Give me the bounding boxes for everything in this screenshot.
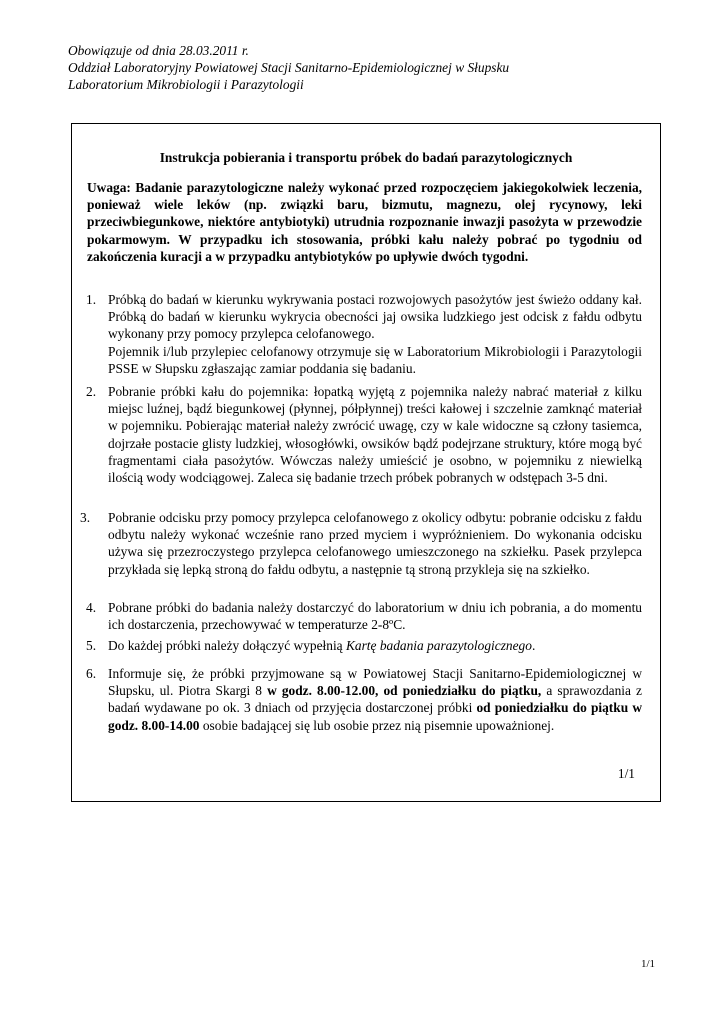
list-item-text: Pobranie odcisku przy pomocy przylepca celofanowego z okolicy odbytu: pobranie odcisku z fałdu odbytu należy wykonać wcześnie rano przed myciem i wypróżnieniem. Do wykonania odcisku używa się przezroczystego przylepca celofanowego umieszczonego na szkiełku. Pasek przylepca przykłada się lepką stroną do fałdu odbytu, a następnie tą stroną przykleja się na szkiełko. (108, 510, 642, 577)
box-page-number: 1/1 (617, 766, 635, 781)
list-item-text: Pojemnik i/lub przylepiec celofanowy otrzymuje się w Laboratorium Mikrobiologii i Parazytologii PSSE w Słupsku zgłaszając zamiar poddania się badaniu. (108, 343, 642, 376)
list-item (86, 383, 642, 486)
list-item (86, 291, 642, 377)
list-item-text: Pobranie próbki kału do pojemnika: łopatką wyjętą z pojemnika należy nabrać materiał z kilku miejsc luźnej, bądź biegunkowej (płynnej, półpłynnej) treści kałowej i szczelnie zamknąć materiał w pojemniku. Pobierając materiał należy zwrócić uwagę, czy w kale widoczne są człony tasiemca, dojrzałe postacie glisty ludzkiej, włosogłówki, owsików bądź podejrzane struktury, które mogą być fragmentami ciała pasożytów. Wówczas należy umieścić je osobno, w pojemniku z niewielką ilością wody wodciągowej. Zaleca się badanie trzech próbek pobranych w odstępach 3-5 dni. (108, 384, 642, 486)
list-item (86, 599, 642, 633)
instruction-box (71, 123, 661, 802)
list-item-number: 6. (86, 666, 97, 681)
list-item-text: Pobrane próbki do badania należy dostarczyć do laboratorium w dniu ich pobrania, a do momentu ich dostarczenia, przechowywać w temperaturze 2-8ºC. (108, 600, 642, 633)
instruction-title: Instrukcja pobierania i transportu próbek do badań parazytologicznych (159, 150, 573, 165)
list-item-number: 1. (86, 292, 97, 307)
list-item (80, 509, 642, 578)
list-item-number: 4. (86, 600, 97, 615)
list-item-text: Informuje się, że próbki przyjmowane są w Powiatowej Stacji Sanitarno-Epidemiologicznej w Słupsku, ul. Piotra Skargi 8 w godz. 8.00-12.00, od poniedziałku do piątku, a sprawozdania z badań wydawane po ok. 3 dniach od przyjęcia dostarczonej próbki od poniedziałku do piątku w godz. 8.00-14.00 osobie badającej się lub osobie przez nią pisemnie upoważnionej. (108, 666, 642, 733)
list-item-number: 3. (80, 510, 91, 525)
page-footer-number: 1/1 (640, 958, 655, 970)
header-effective-date: Obowiązuje od dnia 28.03.2011 r. (68, 43, 249, 58)
document-header (68, 42, 509, 93)
list-item (86, 665, 642, 734)
header-department: Oddział Laboratoryjny Powiatowej Stacji Sanitarno-Epidemiologicznej w Słupsku (68, 60, 510, 75)
list-item-text: Próbką do badań w kierunku wykrywania postaci rozwojowych pasożytów jest świeżo oddany kał. Próbką do badań w kierunku wykrycia obecności jaj owsika ludzkiego jest odcisk z fałdu odbytu wykonany przy pomocy przylepca celofanowego. (108, 292, 642, 342)
header-laboratory: Laboratorium Mikrobiologii i Parazytologii (68, 77, 304, 92)
list-item-text: Do każdej próbki należy dołączyć wypełnią Kartę badania parazytologicznego. (108, 638, 536, 653)
list-item-number: 5. (86, 638, 97, 653)
warning-note: Uwaga: Badanie parazytologiczne należy wykonać przed rozpoczęciem jakiegokolwiek leczenia, ponieważ wiele leków (np. związki baru, bizmutu, magnezu, olej rycynowy, leki przeciwbiegunkowe, niektóre antybiotyki) utrudnia rozpoznanie inwazji pasożyta w przewodzie pokarmowym. W przypadku ich stosowania, próbki kału należy pobrać po tygodniu od zakończenia kuracji a w przypadku antybiotyków po upływie dwóch tygodni. (87, 180, 642, 264)
list-item-number: 2. (86, 384, 97, 399)
list-item (86, 637, 642, 654)
